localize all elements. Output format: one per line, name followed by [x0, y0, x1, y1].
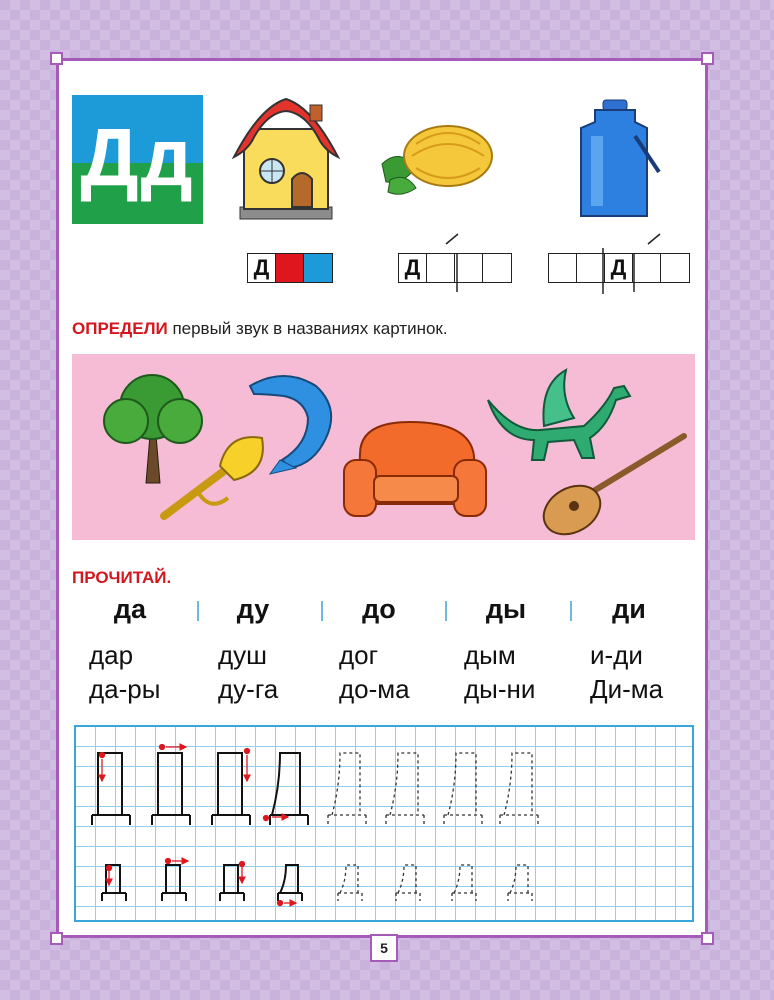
sofa-picture	[340, 414, 490, 526]
stress-mark	[430, 230, 470, 294]
letter-tracing	[74, 725, 694, 922]
scheme-cell-blue	[304, 254, 332, 282]
melon-picture	[376, 108, 494, 198]
reading-word: дог	[339, 640, 379, 670]
reading-word: Ди-ма	[590, 674, 664, 704]
dombra-picture	[540, 430, 690, 536]
syllable-separator	[445, 601, 447, 621]
syllable-separator	[197, 601, 199, 621]
reading-word: дым	[464, 640, 516, 670]
sound-scheme-house	[247, 253, 333, 283]
frame-corner	[50, 52, 63, 65]
stress-mark	[632, 230, 672, 294]
syllable: ди	[612, 594, 646, 624]
syllable: ду	[236, 594, 270, 624]
syllable-separator	[570, 601, 572, 621]
syllable-separator	[321, 601, 323, 621]
task-text: первый звук в названиях картинок.	[167, 319, 448, 338]
frame-corner	[701, 932, 714, 945]
frame-corner	[50, 932, 63, 945]
reading-word: до-ма	[339, 674, 410, 704]
milk-can-picture	[573, 96, 665, 224]
frame-corner	[701, 52, 714, 65]
reading-word: ду-га	[218, 674, 279, 704]
reading-title: ПРОЧИТАЙ.	[72, 568, 172, 587]
reading-word: и-ди	[590, 640, 643, 670]
scheme-cell	[549, 254, 577, 282]
letter-tile	[72, 95, 203, 224]
syllable-divider	[601, 248, 605, 294]
scheme-cell-red	[276, 254, 304, 282]
reading-word: душ	[218, 640, 268, 670]
dolphin-picture	[244, 364, 344, 476]
letter-glyph: Дд	[80, 112, 195, 203]
task-keyword: ОПРЕДЕЛИ	[72, 319, 168, 338]
reading-word: ды-ни	[464, 674, 536, 704]
syllable: ды	[485, 594, 527, 624]
syllable: до	[362, 594, 396, 624]
page-number: 5	[370, 934, 398, 962]
reading-word: дар	[89, 640, 134, 670]
syllable: да	[113, 594, 147, 624]
scheme-cell: Д	[248, 254, 276, 282]
reading-word: да-ры	[89, 674, 161, 704]
scheme-cell: Д	[605, 254, 633, 282]
house-picture	[230, 95, 342, 225]
task-instruction	[72, 319, 448, 339]
scheme-cell	[483, 254, 511, 282]
scheme-cell: Д	[399, 254, 427, 282]
